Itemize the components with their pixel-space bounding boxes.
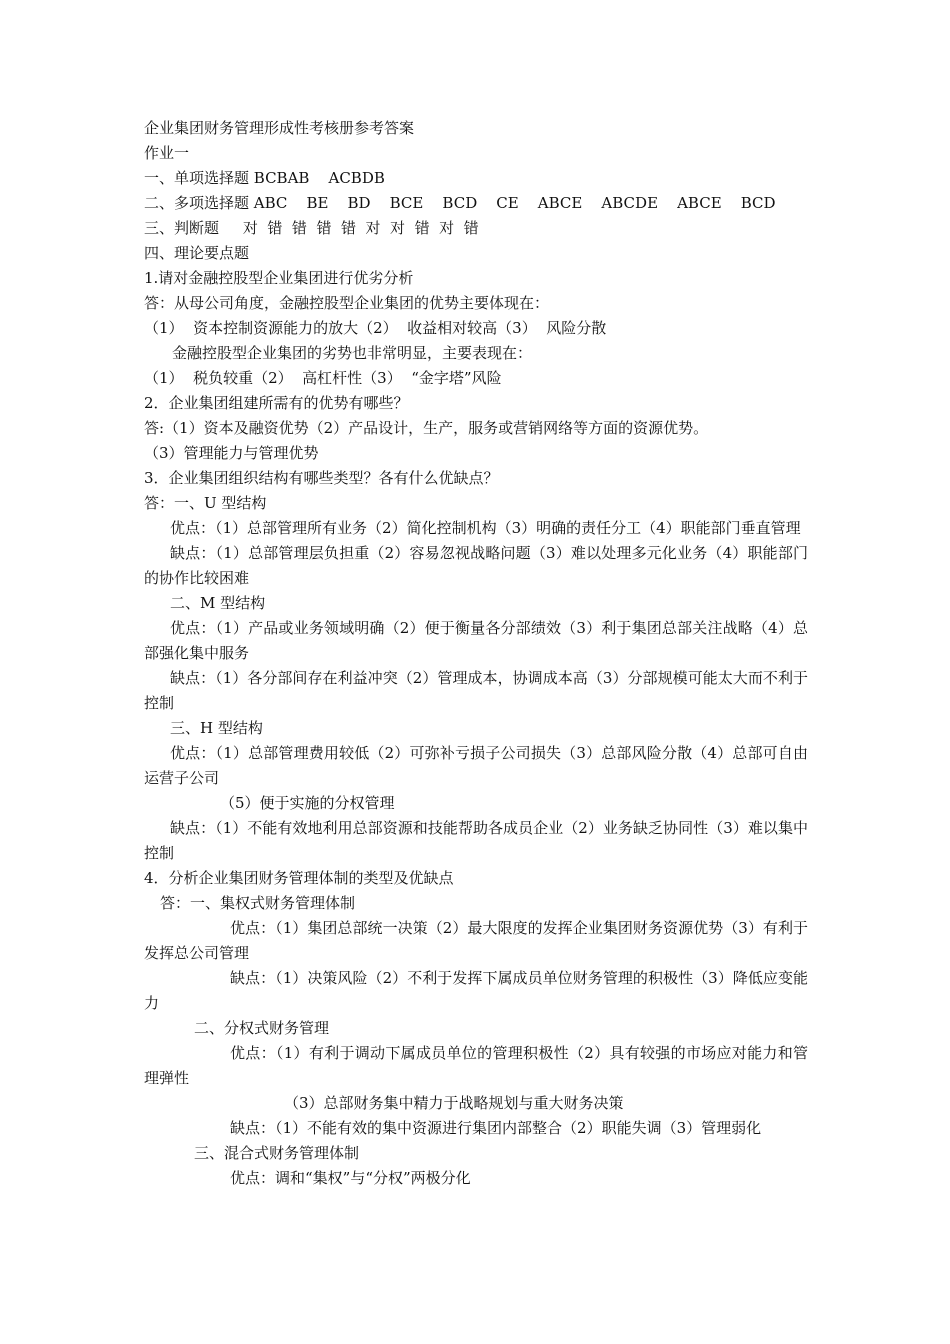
decentralized-advantage-3: （3）总部财务集中精力于战略规划与重大财务决策 [284,1094,624,1112]
question-1-disadvantages: （1） 税负较重（2） 高杠杆性（3） “金字塔”风险 [144,369,502,387]
u-structure-heading: 答：一、U 型结构 [144,494,267,512]
h-structure-advantage-5: （5）便于实施的分权管理 [220,794,395,812]
centralized-disadvantages: 缺点：（1）决策风险（2）不利于发挥下属成员单位财务管理的积极性（3）降低应变能力 [144,969,808,1012]
mixed-advantages: 优点：调和“集权”与“分权”两极分化 [230,1169,471,1187]
true-false-answers: 三、判断题 对 错 错 错 错 对 对 错 对 错 [144,219,479,237]
u-structure-advantages: 优点：（1）总部管理所有业务（2）简化控制机构（3）明确的责任分工（4）职能部门垂直管理 [170,519,801,537]
document-title: 企业集团财务管理形成性考核册参考答案 [144,119,415,137]
question-2-answer-line-1: 答:（1）资本及融资优势（2）产品设计，生产，服务或营销网络等方面的资源优势。 [144,419,709,437]
m-structure-disadvantages: 缺点：（1）各分部间存在利益冲突（2）管理成本，协调成本高（3）分部规模可能太大而不利于控制 [144,669,808,712]
h-structure-disadvantages: 缺点：（1）不能有效地利用总部资源和技能帮助各成员企业（2）业务缺乏协同性（3）难以集中控制 [144,819,808,862]
single-choice-answers: 一、单项选择题 BCBAB ACBDB [144,169,385,187]
document-body [144,116,808,1191]
centralized-heading: 答：一、集权式财务管理体制 [160,894,356,912]
multiple-choice-answers: 二、多项选择题 ABC BE BD BCE BCD CE ABCE ABCDE ABCE BCD [144,194,776,212]
question-1: 1.请对金融控股型企业集团进行优劣分析 [144,269,414,287]
question-3: 3．企业集团组织结构有哪些类型？各有什么优缺点？ [144,469,499,487]
question-4: 4．分析企业集团财务管理体制的类型及优缺点 [144,869,454,887]
question-2-answer-line-2: （3）管理能力与管理优势 [144,444,319,462]
m-structure-advantages: 优点：（1）产品或业务领域明确（2）便于衡量各分部绩效（3）利于集团总部关注战略（4）总部强化集中服务 [144,619,808,662]
assignment-heading: 作业一 [144,144,190,162]
decentralized-advantages: 优点：（1）有利于调动下属成员单位的管理积极性（2）具有较强的市场应对能力和管理弹性 [144,1044,808,1087]
centralized-advantages: 优点：（1）集团总部统一决策（2）最大限度的发挥企业集团财务资源优势（3）有利于发挥总公司管理 [144,919,808,962]
question-1-answer: 答：从母公司角度，金融控股型企业集团的优势主要体现在： [144,294,550,312]
question-2: 2．企业集团组建所需有的优势有哪些？ [144,394,409,412]
theory-section-heading: 四、理论要点题 [144,244,250,262]
decentralized-heading: 二、分权式财务管理 [194,1019,330,1037]
decentralized-disadvantages: 缺点：（1）不能有效的集中资源进行集团内部整合（2）职能失调（3）管理弱化 [230,1119,762,1137]
m-structure-heading: 二、M 型结构 [170,594,266,612]
mixed-heading: 三、混合式财务管理体制 [194,1144,360,1162]
h-structure-advantages: 优点：（1）总部管理费用较低（2）可弥补亏损子公司损失（3）总部风险分散（4）总部可自由运营子公司 [144,744,808,787]
h-structure-heading: 三、H 型结构 [170,719,263,737]
question-1-advantages: （1） 资本控制资源能力的放大（2） 收益相对较高（3） 风险分散 [144,319,607,337]
u-structure-disadvantages: 缺点：（1）总部管理层负担重（2）容易忽视战略问题（3）难以处理多元化业务（4）职能部门的协作比较困难 [144,544,808,587]
question-1-disadvantages-intro: 金融控股型企业集团的劣势也非常明显，主要表现在： [172,344,533,362]
